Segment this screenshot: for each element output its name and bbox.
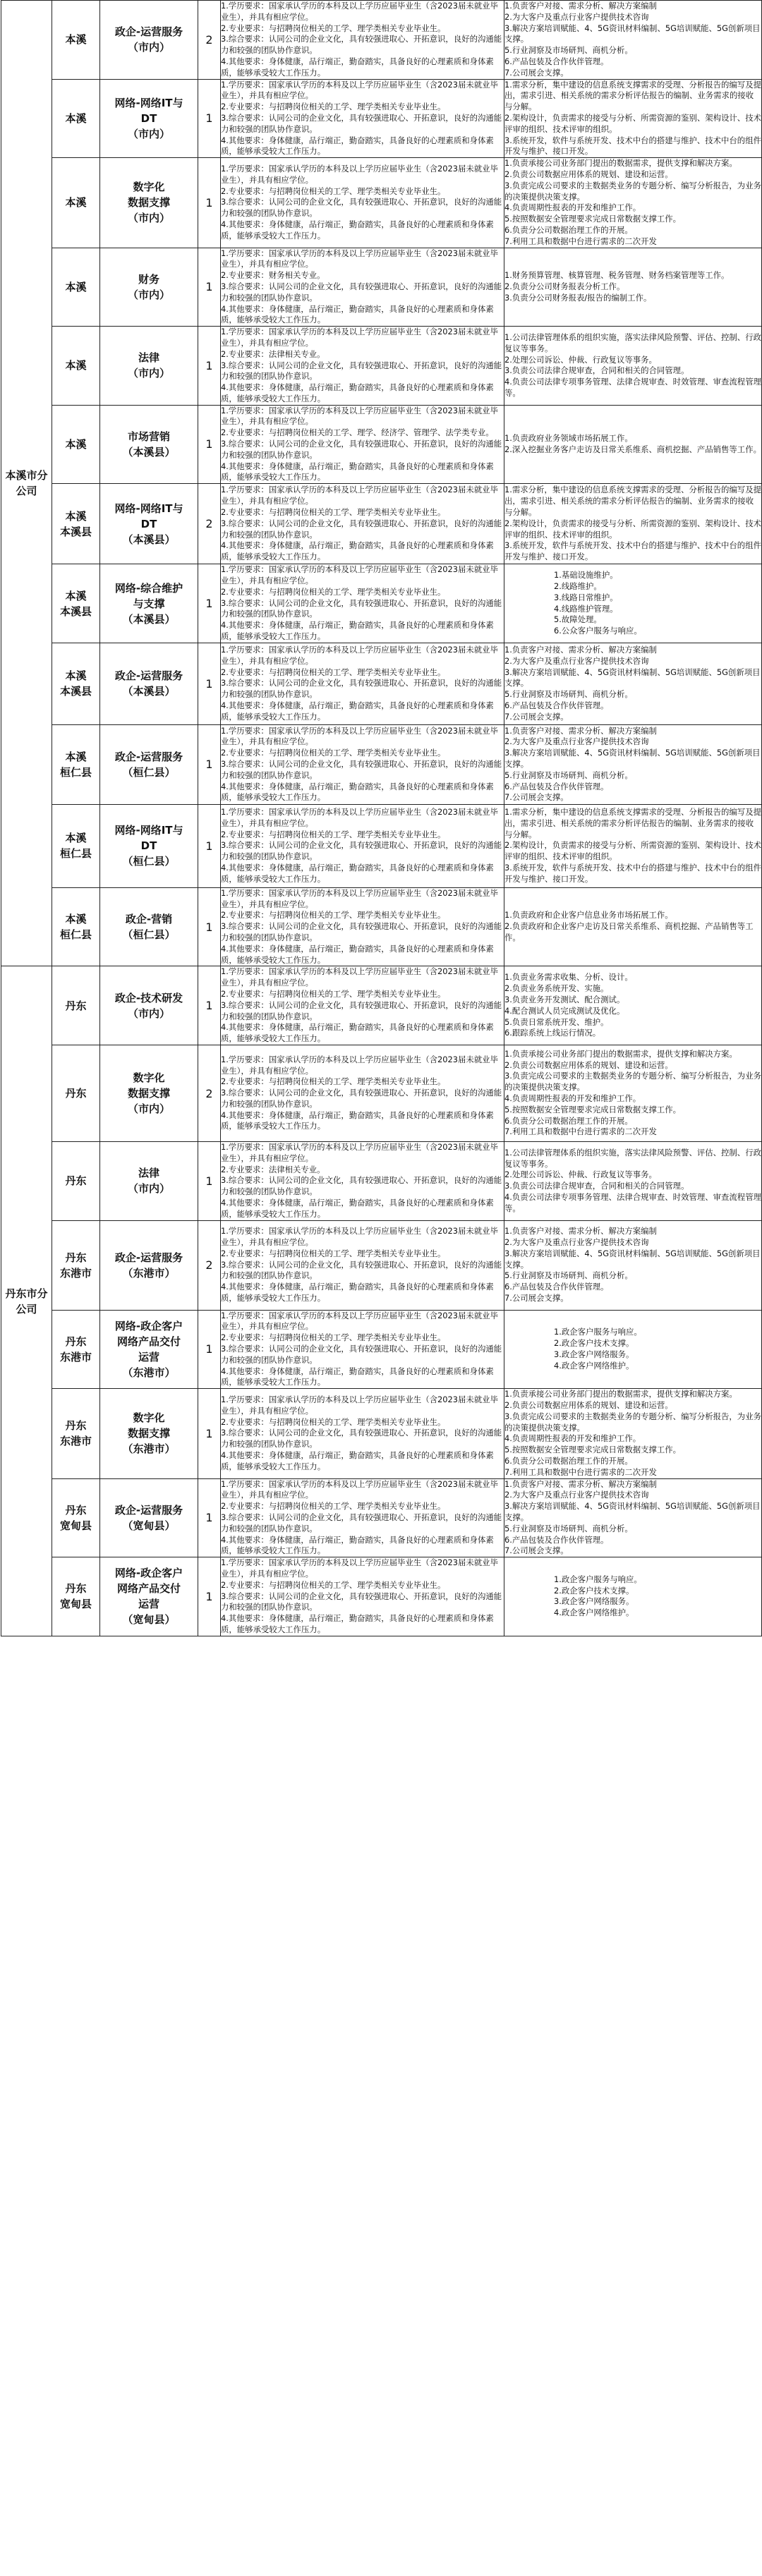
location-cell: 丹东 宽甸县: [52, 1478, 100, 1557]
position-cell: 政企-运营服务 （本溪县）: [100, 643, 198, 724]
requirements-cell: [221, 1310, 504, 1389]
duty-line: 5.按照数据安全管理要求完成日常数据支撑工作。: [504, 1445, 682, 1455]
table-row: [1, 1310, 762, 1389]
duty-line: 4.政企客户网络维护。: [554, 1360, 634, 1371]
table-row: [1, 1142, 762, 1221]
table-body: [1, 1, 762, 1636]
duty-line: 7.公司展会支撑。: [504, 1545, 569, 1556]
position-cell: 数字化 数据支撑 （东港市）: [100, 1389, 198, 1478]
requirement-line: 3.综合要求：认同公司的企业文化，具有较强进取心、开拓意识，良好的沟通能力和较强的团队协作意识。: [221, 1343, 502, 1365]
requirements-cell: [221, 887, 504, 966]
duty-line: 7.利用工具和数据中台进行需求的二次开发: [504, 1126, 657, 1137]
requirement-line: 2.专业要求：法律相关专业。: [221, 1164, 325, 1174]
duties-cell: [504, 1389, 762, 1478]
table-row: [1, 1220, 762, 1310]
location-cell: 本溪 桓仁县: [52, 887, 100, 966]
duty-line: 4.线路维护管理。: [554, 603, 618, 614]
duty-line: 2.负责政府和企业客户走访及日常关系维系、商机挖掘、产品销售等工作。: [504, 921, 754, 943]
duty-line: 3.负责公司法律合规审查，合同和相关的合同管理。: [504, 1181, 689, 1191]
headcount-cell: 1: [198, 1478, 221, 1557]
duty-line: 3.解决方案培训赋能、4、5G资讯材料编制、5G培训赋能、5G创新项目支撑。: [504, 1501, 761, 1522]
location-cell: 本溪: [52, 327, 100, 406]
requirement-line: 3.综合要求：认同公司的企业文化，具有较强进取心、开拓意识，良好的沟通能力和较强的团队协作意识。: [221, 1591, 502, 1612]
requirement-line: 2.专业要求：与招聘岗位相关的工学、理学类相关专业毕业生。: [221, 829, 446, 839]
requirement-line: 4.其他要求：身体健康，品行端正，勤奋踏实，具备良好的心理素质和身体素质，能够承受较大工作压力。: [221, 56, 494, 78]
duty-line: 1.基础设施维护。: [554, 570, 618, 581]
headcount-cell: 1: [198, 1142, 221, 1221]
duty-line: 1.公司法律管理体系的组织实施，落实法律风险预警、评估、控制、行政复议等事务。: [504, 1147, 761, 1169]
requirement-line: 3.综合要求：认同公司的企业文化，具有较强进取心、开拓意识，良好的沟通能力和较强的团队协作意识。: [221, 360, 502, 382]
position-cell: 网络-政企客户 网络产品交付 运营 （东港市）: [100, 1310, 198, 1389]
requirement-line: 2.专业要求：与招聘岗位相关的工学、理学类相关专业毕业生。: [221, 186, 446, 196]
table-row: [1, 724, 762, 804]
duty-line: 3.政企客户网络服务。: [554, 1349, 634, 1359]
location-cell: 丹东: [52, 1045, 100, 1142]
requirement-line: 2.专业要求：与招聘岗位相关的工学、理学类相关专业毕业生。: [221, 1248, 446, 1258]
location-cell: 本溪 桓仁县: [52, 724, 100, 804]
duties-cell: [504, 887, 762, 966]
duty-line: 2.处理公司诉讼、仲裁、行政复议等事务。: [504, 354, 657, 365]
duty-line: 3.系统开发，软件与系统开发、技术中台的搭建与维护、技术中台的组件开发与维护、接口开发。: [504, 540, 761, 562]
duty-line: 2.负责分公司财务报表分析工作。: [504, 281, 625, 291]
requirement-line: 1.学历要求：国家承认学历的本科及以上学历应届毕业生（含2023届未就业毕业生），并具有相应学位。: [221, 1395, 498, 1416]
requirement-line: 4.其他要求：身体健康，品行端正，勤奋踏实，具备良好的心理素质和身体素质，能够承受较大工作压力。: [221, 382, 494, 403]
duties-cell: [504, 248, 762, 327]
headcount-cell: 1: [198, 887, 221, 966]
headcount-cell: 2: [198, 1, 221, 80]
location-cell: 本溪 本溪县: [52, 484, 100, 564]
position-cell: 网络-网络IT与 DT （本溪县）: [100, 484, 198, 564]
requirements-cell: [221, 1220, 504, 1310]
location-cell: 丹东: [52, 966, 100, 1045]
duty-line: 2.负责公司数据应用体系的规划、建设和运营。: [504, 1059, 673, 1070]
duty-line: 1.需求分析，集中建设的信息系统支撑需求的受理、分析报告的编写及提出，需求引进、相关系统的需求分析评估报告的编制、业务需求的接收与分解。: [504, 79, 761, 112]
duties-cell: [504, 804, 762, 887]
requirement-line: 3.综合要求：认同公司的企业文化，具有较强进取心、开拓意识，良好的沟通能力和较强的团队协作意识。: [221, 1175, 502, 1197]
requirement-line: 1.学历要求：国家承认学历的本科及以上学历应届毕业生（含2023届未就业毕业生），并具有相应学位。: [221, 966, 498, 988]
requirement-line: 3.综合要求：认同公司的企业文化，具有较强进取心、开拓意识，良好的沟通能力和较强的团队协作意识。: [221, 197, 502, 219]
duty-line: 6.负责分公司数据治理工作的开展。: [504, 224, 633, 235]
duty-line: 5.行业洞察及市场研判、商机分析。: [504, 1523, 633, 1533]
requirements-cell: [221, 405, 504, 484]
requirement-line: 4.其他要求：身体健康，品行端正，勤奋踏实，具备良好的心理素质和身体素质，能够承受较大工作压力。: [221, 303, 494, 325]
requirement-line: 1.学历要求：国家承认学历的本科及以上学历应届毕业生（含2023届未就业毕业生），并具有相应学位。: [221, 725, 498, 747]
requirement-line: 4.其他要求：身体健康，品行端正，勤奋踏实，具备良好的心理素质和身体素质，能够承受较大工作压力。: [221, 700, 494, 722]
duties-cell: [504, 79, 762, 158]
table-row: [1, 1557, 762, 1636]
duty-line: 5.行业洞察及市场研判、商机分析。: [504, 1270, 633, 1281]
location-cell: 本溪 本溪县: [52, 564, 100, 643]
requirement-line: 2.专业要求：与招聘岗位相关的工学、理学、经济学、管理学、法学类专业。: [221, 427, 494, 438]
requirement-line: 4.其他要求：身体健康，品行端正，勤奋踏实，具备良好的心理素质和身体素质，能够承受较大工作压力。: [221, 1022, 494, 1044]
duty-line: 4.负责公司法律专项事务管理、法律合规审查、时效管理、审查流程管理等。: [504, 377, 761, 398]
requirement-line: 2.专业要求：与招聘岗位相关的工学、理学类相关专业毕业生。: [221, 1076, 446, 1087]
duties-cell: [504, 966, 762, 1045]
location-cell: 本溪: [52, 79, 100, 158]
requirement-line: 3.综合要求：认同公司的企业文化，具有较强进取心、开拓意识，良好的沟通能力和较强的团队协作意识。: [221, 112, 502, 134]
location-cell: 本溪: [52, 405, 100, 484]
company-cell: 丹东市分公司: [1, 966, 52, 1636]
location-cell: 本溪 桓仁县: [52, 804, 100, 887]
duties-cell: [504, 643, 762, 724]
requirement-line: 4.其他要求：身体健康，品行端正，勤奋踏实，具备良好的心理素质和身体素质，能够承受较大工作压力。: [221, 1282, 494, 1304]
requirement-line: 3.综合要求：认同公司的企业文化，具有较强进取心、开拓意识，良好的沟通能力和较强的团队协作意识。: [221, 1428, 502, 1450]
requirement-line: 1.学历要求：国家承认学历的本科及以上学历应届毕业生（含2023届未就业毕业生），并具有相应学位。: [221, 1557, 498, 1579]
duty-line: 3.负责公司法律合规审查，合同和相关的合同管理。: [504, 365, 689, 376]
location-cell: 丹东 东港市: [52, 1220, 100, 1310]
requirement-line: 3.综合要求：认同公司的企业文化，具有较强进取心、开拓意识，良好的沟通能力和较强的团队协作意识。: [221, 34, 502, 56]
duty-line: 2.架构设计，负责需求的接受与分析、所需资源的鉴别、架构设计、技术评审的组织、技术评审的组织。: [504, 518, 761, 540]
requirement-line: 4.其他要求：身体健康，品行端正，勤奋踏实，具备良好的心理素质和身体素质，能够承受较大工作压力。: [221, 219, 494, 241]
duty-line: 2.政企客户技术支撑。: [554, 1585, 634, 1596]
duty-line: 2.负责业务系统开发、实施。: [504, 983, 609, 994]
requirement-line: 3.综合要求：认同公司的企业文化，具有较强进取心、开拓意识，良好的沟通能力和较强的团队协作意识。: [221, 281, 502, 303]
requirement-line: 4.其他要求：身体健康，品行端正，勤奋踏实，具备良好的心理素质和身体素质，能够承受较大工作压力。: [221, 1110, 494, 1131]
duties-cell: [504, 564, 762, 643]
duty-line: 6.负责分公司数据治理工作的开展。: [504, 1115, 633, 1126]
requirement-line: 4.其他要求：身体健康，品行端正，勤奋踏实，具备良好的心理素质和身体素质，能够承受较大工作压力。: [221, 1534, 494, 1556]
table-row: [1, 804, 762, 887]
requirement-line: 2.专业要求：与招聘岗位相关的工学、理学类相关专业毕业生。: [221, 23, 446, 33]
table-row: [1, 966, 762, 1045]
headcount-cell: 1: [198, 643, 221, 724]
duty-line: 2.为大客户及重点行业客户提供技术咨询: [504, 1237, 649, 1248]
headcount-cell: 1: [198, 804, 221, 887]
location-cell: 丹东 宽甸县: [52, 1557, 100, 1636]
duties-cell: [504, 1310, 762, 1389]
duty-line: 5.按照数据安全管理要求完成日常数据支撑工作。: [504, 214, 682, 224]
duty-line: 5.行业洞察及市场研判、商机分析。: [504, 770, 633, 780]
duty-line: 6.跟踪系统上线运行情况。: [504, 1028, 601, 1038]
duty-line: 1.负责业务需求收集、分析、设计。: [504, 972, 633, 983]
requirements-cell: [221, 158, 504, 248]
duty-line: 7.利用工具和数据中台进行需求的二次开发: [504, 236, 657, 246]
table-row: [1, 158, 762, 248]
duty-line: 4.负责周期性报表的开发和维护工作。: [504, 202, 641, 213]
duty-line: 7.公司展会支撑。: [504, 711, 569, 722]
duty-line: 7.公司展会支撑。: [504, 67, 569, 78]
requirements-cell: [221, 804, 504, 887]
duty-line: 7.利用工具和数据中台进行需求的二次开发: [504, 1466, 657, 1477]
recruitment-table: [1, 0, 762, 1636]
headcount-cell: 1: [198, 1557, 221, 1636]
position-cell: 网络-综合维护 与支撑 （本溪县）: [100, 564, 198, 643]
position-cell: 网络-网络IT与 DT （桓仁县）: [100, 804, 198, 887]
headcount-cell: 1: [198, 966, 221, 1045]
duty-line: 6.产品包装及合作伙伴管理。: [504, 1534, 609, 1545]
requirement-line: 2.专业要求：财务相关专业。: [221, 270, 325, 281]
table-row: [1, 484, 762, 564]
requirement-line: 4.其他要求：身体健康，品行端正，勤奋踏实，具备良好的心理素质和身体素质，能够承受较大工作压力。: [221, 943, 494, 965]
duty-line: 3.系统开发，软件与系统开发、技术中台的搭建与维护、技术中台的组件开发与维护、接口开发。: [504, 863, 761, 884]
requirement-line: 1.学历要求：国家承认学历的本科及以上学历应届毕业生（含2023届未就业毕业生），并具有相应学位。: [221, 327, 498, 348]
headcount-cell: 1: [198, 405, 221, 484]
duty-line: 1.负责承接公司业务部门提出的数据需求，提供支撑和解决方案。: [504, 1048, 737, 1059]
duty-line: 2.为大客户及重点行业客户提供技术咨询: [504, 1490, 649, 1500]
position-cell: 政企-运营服务 （市内）: [100, 1, 198, 80]
position-cell: 网络-政企客户 网络产品交付 运营 （宽甸县）: [100, 1557, 198, 1636]
requirements-cell: [221, 1389, 504, 1478]
requirements-cell: [221, 966, 504, 1045]
position-cell: 政企-营销 （桓仁县）: [100, 887, 198, 966]
duties-cell: [504, 1220, 762, 1310]
duty-line: 1.负责政府和企业客户信息业务市场拓展工作。: [504, 910, 673, 921]
requirement-line: 1.学历要求：国家承认学历的本科及以上学历应届毕业生（含2023届未就业毕业生），并具有相应学位。: [221, 405, 498, 427]
requirement-line: 2.专业要求：与招聘岗位相关的工学、理学类相关专业毕业生。: [221, 910, 446, 921]
duty-line: 2.深入挖掘业务客户走访及日常关系维系、商机挖掘、产品销售等工作。: [504, 444, 761, 454]
duties-cell: [504, 1557, 762, 1636]
location-cell: 丹东: [52, 1142, 100, 1221]
requirement-line: 3.综合要求：认同公司的企业文化，具有较强进取心、开拓意识，良好的沟通能力和较强的团队协作意识。: [221, 439, 502, 460]
requirement-line: 2.专业要求：与招聘岗位相关的工学、理学类相关专业毕业生。: [221, 748, 446, 758]
duty-line: 2.线路维护。: [554, 581, 602, 591]
headcount-cell: 2: [198, 484, 221, 564]
requirements-cell: [221, 484, 504, 564]
duty-line: 6.产品包装及合作伙伴管理。: [504, 700, 609, 711]
duties-cell: [504, 1, 762, 80]
duty-line: 1.需求分析，集中建设的信息系统支撑需求的受理、分析报告的编写及提出，需求引进、相关系统的需求分析评估报告的编制、业务需求的接收与分解。: [504, 807, 761, 839]
position-cell: 网络-网络IT与 DT （市内）: [100, 79, 198, 158]
requirement-line: 3.综合要求：认同公司的企业文化，具有较强进取心、开拓意识，良好的沟通能力和较强的团队协作意识。: [221, 921, 502, 943]
requirements-cell: [221, 79, 504, 158]
duty-line: 1.公司法律管理体系的组织实施，落实法律风险预警、评估、控制、行政复议等事务。: [504, 332, 761, 353]
requirement-line: 4.其他要求：身体健康，品行端正，勤奋踏实，具备良好的心理素质和身体素质，能够承受较大工作压力。: [221, 1613, 494, 1634]
requirement-line: 4.其他要求：身体健康，品行端正，勤奋踏实，具备良好的心理素质和身体素质，能够承受较大工作压力。: [221, 1366, 494, 1387]
duty-line: 7.公司展会支撑。: [504, 1293, 569, 1304]
requirement-line: 3.综合要求：认同公司的企业文化，具有较强进取心、开拓意识，良好的沟通能力和较强的团队协作意识。: [221, 1088, 502, 1109]
requirement-line: 4.其他要求：身体健康，品行端正，勤奋踏实，具备良好的心理素质和身体素质，能够承受较大工作压力。: [221, 135, 494, 157]
duty-line: 1.负责客户对接、需求分析、解决方案编制: [504, 1478, 657, 1489]
duties-cell: [504, 1045, 762, 1142]
duty-line: 3.负责完成公司要求的主数据类业务的专题分析、编写分析报告，为业务的决策提供决策支撑。: [504, 1411, 761, 1433]
duty-line: 3.负责完成公司要求的主数据类业务的专题分析、编写分析报告，为业务的决策提供决策支撑。: [504, 1071, 761, 1093]
position-cell: 政企-运营服务 （桓仁县）: [100, 724, 198, 804]
duty-line: 4.负责公司法律专项事务管理、法律合规审查、时效管理、审查流程管理等。: [504, 1192, 761, 1213]
requirement-line: 1.学历要求：国家承认学历的本科及以上学历应届毕业生（含2023届未就业毕业生），并具有相应学位。: [221, 1142, 498, 1163]
requirement-line: 1.学历要求：国家承认学历的本科及以上学历应届毕业生（含2023届未就业毕业生），并具有相应学位。: [221, 645, 498, 666]
duty-line: 1.财务预算管理、核算管理、税务管理、财务档案管理等工作。: [504, 270, 730, 281]
requirement-line: 4.其他要求：身体健康，品行端正，勤奋踏实，具备良好的心理素质和身体素质，能够承受较大工作压力。: [221, 863, 494, 884]
duty-line: 5.故障处理。: [554, 614, 602, 625]
duty-line: 5.按照数据安全管理要求完成日常数据支撑工作。: [504, 1104, 682, 1114]
requirement-line: 2.专业要求：与招聘岗位相关的工学、理学类相关专业毕业生。: [221, 989, 446, 1000]
duty-line: 1.负责客户对接、需求分析、解决方案编制: [504, 725, 657, 736]
table-row: [1, 1, 762, 80]
duty-line: 2.处理公司诉讼、仲裁、行政复议等事务。: [504, 1169, 657, 1180]
requirement-line: 1.学历要求：国家承认学历的本科及以上学历应届毕业生（含2023届未就业毕业生），并具有相应学位。: [221, 807, 498, 828]
requirement-line: 2.专业要求：与招聘岗位相关的工学、理学类相关专业毕业生。: [221, 1416, 446, 1427]
headcount-cell: 1: [198, 724, 221, 804]
requirement-line: 2.专业要求：法律相关专业。: [221, 348, 325, 359]
duty-line: 2.为大客户及重点行业客户提供技术咨询: [504, 655, 649, 666]
headcount-cell: 1: [198, 158, 221, 248]
duty-line: 3.负责分公司财务报表/报告的编制工作。: [504, 292, 652, 303]
requirement-line: 1.学历要求：国家承认学历的本科及以上学历应届毕业生（含2023届未就业毕业生），并具有相应学位。: [221, 1310, 498, 1332]
duties-cell: [504, 724, 762, 804]
position-cell: 政企-运营服务 （宽甸县）: [100, 1478, 198, 1557]
duty-line: 2.架构设计，负责需求的接受与分析、所需资源的鉴别、架构设计、技术评审的组织、技术评审的组织。: [504, 112, 761, 134]
table-row: [1, 79, 762, 158]
position-cell: 政企-运营服务 （东港市）: [100, 1220, 198, 1310]
duty-line: 1.政企客户服务与响应。: [554, 1574, 642, 1584]
duty-line: 2.为大客户及重点行业客户提供技术咨询: [504, 11, 649, 22]
duty-line: 2.为大客户及重点行业客户提供技术咨询: [504, 736, 649, 747]
duty-line: 2.架构设计，负责需求的接受与分析、所需资源的鉴别、架构设计、技术评审的组织、技术评审的组织。: [504, 840, 761, 862]
duty-line: 6.产品包装及合作伙伴管理。: [504, 56, 609, 66]
duties-cell: [504, 158, 762, 248]
position-cell: 数字化 数据支撑 （市内）: [100, 1045, 198, 1142]
table-row: [1, 1478, 762, 1557]
position-cell: 数字化 数据支撑 （市内）: [100, 158, 198, 248]
table-row: [1, 1045, 762, 1142]
headcount-cell: 1: [198, 564, 221, 643]
duty-line: 3.负责业务开发测试、配合测试。: [504, 994, 625, 1004]
requirement-line: 1.学历要求：国家承认学历的本科及以上学历应届毕业生（含2023届未就业毕业生），并具有相应学位。: [221, 1, 498, 22]
requirement-line: 1.学历要求：国家承认学历的本科及以上学历应届毕业生（含2023届未就业毕业生），并具有相应学位。: [221, 79, 498, 101]
duties-cell: [504, 484, 762, 564]
requirement-line: 3.综合要求：认同公司的企业文化，具有较强进取心、开拓意识，良好的沟通能力和较强的团队协作意识。: [221, 840, 502, 862]
duty-line: 4.负责周期性报表的开发和维护工作。: [504, 1433, 641, 1444]
requirement-line: 3.综合要求：认同公司的企业文化，具有较强进取心、开拓意识，良好的沟通能力和较强的团队协作意识。: [221, 518, 502, 540]
requirements-cell: [221, 1478, 504, 1557]
duty-line: 1.负责政府业务领域市场拓展工作。: [504, 433, 633, 444]
requirement-line: 1.学历要求：国家承认学历的本科及以上学历应届毕业生（含2023届未就业毕业生），并具有相应学位。: [221, 1478, 498, 1500]
requirement-line: 3.综合要求：认同公司的企业文化，具有较强进取心、开拓意识，良好的沟通能力和较强的团队协作意识。: [221, 597, 502, 619]
requirement-line: 1.学历要求：国家承认学历的本科及以上学历应届毕业生（含2023届未就业毕业生），并具有相应学位。: [221, 248, 498, 269]
duty-line: 1.政企客户服务与响应。: [554, 1327, 642, 1337]
requirement-line: 1.学历要求：国家承认学历的本科及以上学历应届毕业生（含2023届未就业毕业生），并具有相应学位。: [221, 887, 498, 909]
position-cell: 市场营销 （本溪县）: [100, 405, 198, 484]
requirement-line: 4.其他要求：身体健康，品行端正，勤奋踏实，具备良好的心理素质和身体素质，能够承受较大工作压力。: [221, 1197, 494, 1219]
position-cell: 法律 （市内）: [100, 1142, 198, 1221]
requirement-line: 2.专业要求：与招聘岗位相关的工学、理学类相关专业毕业生。: [221, 102, 446, 112]
requirement-line: 2.专业要求：与招聘岗位相关的工学、理学类相关专业毕业生。: [221, 1579, 446, 1590]
requirement-line: 2.专业要求：与招聘岗位相关的工学、理学类相关专业毕业生。: [221, 1332, 446, 1343]
duty-line: 7.公司展会支撑。: [504, 792, 569, 803]
requirements-cell: [221, 327, 504, 406]
duty-line: 5.行业洞察及市场研判、商机分析。: [504, 45, 633, 56]
requirements-cell: [221, 724, 504, 804]
duty-line: 3.解决方案培训赋能、4、5G资讯材料编制、5G培训赋能、5G创新项目支撑。: [504, 748, 761, 769]
table-row: [1, 564, 762, 643]
requirements-cell: [221, 564, 504, 643]
requirement-line: 3.综合要求：认同公司的企业文化，具有较强进取心、开拓意识，良好的沟通能力和较强的团队协作意识。: [221, 1000, 502, 1021]
duty-line: 6.公众客户服务与响应。: [554, 626, 642, 636]
duty-line: 3.解决方案培训赋能、4、5G资讯材料编制、5G培训赋能、5G创新项目支撑。: [504, 23, 761, 44]
duty-line: 4.负责周期性报表的开发和维护工作。: [504, 1093, 641, 1103]
duty-line: 1.负责客户对接、需求分析、解决方案编制: [504, 645, 657, 655]
requirement-line: 2.专业要求：与招聘岗位相关的工学、理学类相关专业毕业生。: [221, 507, 446, 518]
duty-line: 6.产品包装及合作伙伴管理。: [504, 781, 609, 791]
duty-line: 2.政企客户技术支撑。: [554, 1338, 634, 1349]
duty-line: 6.产品包装及合作伙伴管理。: [504, 1282, 609, 1292]
location-cell: 本溪: [52, 248, 100, 327]
location-cell: 本溪: [52, 1, 100, 80]
requirement-line: 1.学历要求：国家承认学历的本科及以上学历应届毕业生（含2023届未就业毕业生），并具有相应学位。: [221, 164, 498, 185]
location-cell: 丹东 东港市: [52, 1389, 100, 1478]
duties-cell: [504, 405, 762, 484]
requirement-line: 2.专业要求：与招聘岗位相关的工学、理学类相关专业毕业生。: [221, 1501, 446, 1512]
duty-line: 2.负责公司数据应用体系的规划、建设和运营。: [504, 1399, 673, 1410]
duty-line: 3.政企客户网络服务。: [554, 1596, 634, 1607]
duties-cell: [504, 327, 762, 406]
requirement-line: 3.综合要求：认同公司的企业文化，具有较强进取心、开拓意识，良好的沟通能力和较强的团队协作意识。: [221, 758, 502, 780]
duty-line: 3.解决方案培训赋能、4、5G资讯材料编制、5G培训赋能、5G创新项目支撑。: [504, 1248, 761, 1270]
headcount-cell: 2: [198, 1045, 221, 1142]
duty-line: 4.政企客户网络维护。: [554, 1608, 634, 1618]
headcount-cell: 1: [198, 79, 221, 158]
table-row: [1, 643, 762, 724]
table-row: [1, 248, 762, 327]
table-row: [1, 327, 762, 406]
position-cell: 财务 （市内）: [100, 248, 198, 327]
duty-line: 1.负责承接公司业务部门提出的数据需求，提供支撑和解决方案。: [504, 1389, 737, 1399]
location-cell: 本溪: [52, 158, 100, 248]
table-row: [1, 1389, 762, 1478]
location-cell: 本溪 本溪县: [52, 643, 100, 724]
headcount-cell: 1: [198, 1389, 221, 1478]
headcount-cell: 2: [198, 1220, 221, 1310]
duty-line: 6.负责分公司数据治理工作的开展。: [504, 1455, 633, 1466]
headcount-cell: 1: [198, 248, 221, 327]
requirement-line: 4.其他要求：身体健康，品行端正，勤奋踏实，具备良好的心理素质和身体素质，能够承受较大工作压力。: [221, 540, 494, 562]
position-cell: 政企-技术研发 （市内）: [100, 966, 198, 1045]
requirements-cell: [221, 1142, 504, 1221]
headcount-cell: 1: [198, 327, 221, 406]
position-cell: 法律 （市内）: [100, 327, 198, 406]
duty-line: 5.负责日常系统开发、维护。: [504, 1016, 609, 1027]
duty-line: 1.需求分析，集中建设的信息系统支撑需求的受理、分析报告的编写及提出，需求引进、相关系统的需求分析评估报告的编制、业务需求的接收与分解。: [504, 485, 761, 518]
requirements-cell: [221, 1, 504, 80]
duty-line: 1.负责承接公司业务部门提出的数据需求，提供支撑和解决方案。: [504, 158, 737, 169]
headcount-cell: 1: [198, 1310, 221, 1389]
company-cell: 本溪市分公司: [1, 1, 52, 966]
duty-line: 4.配合测试人员完成测试及优化。: [504, 1005, 625, 1016]
requirement-line: 1.学历要求：国家承认学历的本科及以上学历应届毕业生（含2023届未就业毕业生），并具有相应学位。: [221, 1226, 498, 1248]
requirement-line: 1.学历要求：国家承认学历的本科及以上学历应届毕业生（含2023届未就业毕业生），并具有相应学位。: [221, 485, 498, 506]
duty-line: 1.负责客户对接、需求分析、解决方案编制: [504, 1226, 657, 1237]
requirement-line: 1.学历要求：国家承认学历的本科及以上学历应届毕业生（含2023届未就业毕业生），并具有相应学位。: [221, 564, 498, 586]
table-row: [1, 887, 762, 966]
requirement-line: 3.综合要求：认同公司的企业文化，具有较强进取心、开拓意识，良好的沟通能力和较强的团队协作意识。: [221, 1259, 502, 1281]
requirement-line: 4.其他要求：身体健康，品行端正，勤奋踏实，具备良好的心理素质和身体素质，能够承受较大工作压力。: [221, 461, 494, 482]
requirements-cell: [221, 1557, 504, 1636]
duty-line: 3.解决方案培训赋能、4、5G资讯材料编制、5G培训赋能、5G创新项目支撑。: [504, 667, 761, 688]
requirement-line: 4.其他要求：身体健康，品行端正，勤奋踏实，具备良好的心理素质和身体素质，能够承受较大工作压力。: [221, 620, 494, 642]
requirement-line: 1.学历要求：国家承认学历的本科及以上学历应届毕业生（含2023届未就业毕业生），并具有相应学位。: [221, 1054, 498, 1076]
requirement-line: 2.专业要求：与招聘岗位相关的工学、理学类相关专业毕业生。: [221, 667, 446, 677]
location-cell: 丹东 东港市: [52, 1310, 100, 1389]
requirement-line: 3.综合要求：认同公司的企业文化，具有较强进取心、开拓意识，良好的沟通能力和较强的团队协作意识。: [221, 1512, 502, 1533]
duties-cell: [504, 1478, 762, 1557]
duty-line: 3.线路日常维护。: [554, 592, 618, 602]
duty-line: 5.行业洞察及市场研判、商机分析。: [504, 689, 633, 700]
duties-cell: [504, 1142, 762, 1221]
requirement-line: 2.专业要求：与招聘岗位相关的工学、理学类相关专业毕业生。: [221, 586, 446, 597]
duty-line: 3.负责完成公司要求的主数据类业务的专题分析、编写分析报告，为业务的决策提供决策支撑。: [504, 180, 761, 202]
duty-line: 1.负责客户对接、需求分析、解决方案编制: [504, 1, 657, 11]
requirements-cell: [221, 643, 504, 724]
table-row: [1, 405, 762, 484]
duty-line: 3.系统开发，软件与系统开发、技术中台的搭建与维护、技术中台的组件开发与维护、接口开发。: [504, 135, 761, 157]
requirements-cell: [221, 1045, 504, 1142]
requirements-cell: [221, 248, 504, 327]
requirement-line: 4.其他要求：身体健康，品行端正，勤奋踏实，具备良好的心理素质和身体素质，能够承受较大工作压力。: [221, 781, 494, 803]
requirement-line: 3.综合要求：认同公司的企业文化，具有较强进取心、开拓意识，良好的沟通能力和较强的团队协作意识。: [221, 678, 502, 700]
duty-line: 2.负责公司数据应用体系的规划、建设和运营。: [504, 169, 673, 179]
requirement-line: 4.其他要求：身体健康，品行端正，勤奋踏实，具备良好的心理素质和身体素质，能够承受较大工作压力。: [221, 1450, 494, 1471]
